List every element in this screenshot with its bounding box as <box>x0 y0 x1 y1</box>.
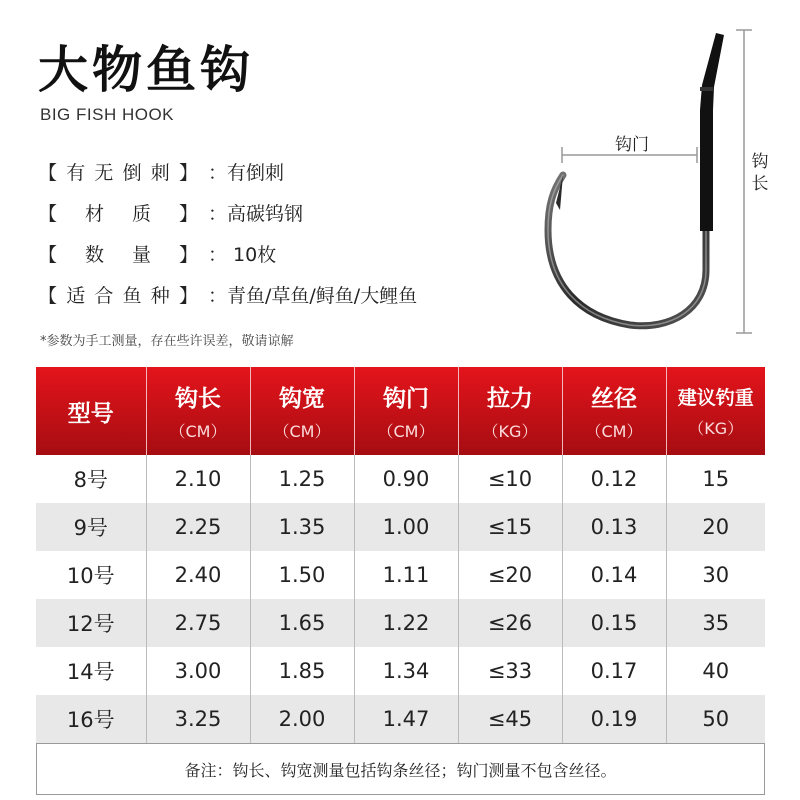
length-label-top: 钩 <box>751 152 769 172</box>
cell-tension: ≤33 <box>458 647 562 695</box>
cell-model: 9号 <box>36 503 146 551</box>
cell-length: 3.25 <box>146 695 250 744</box>
spec-table <box>36 367 765 744</box>
cell-wire-diameter: 0.12 <box>562 455 666 503</box>
hook-bend <box>548 175 706 326</box>
cell-wire-diameter: 0.17 <box>562 647 666 695</box>
spec-label: 【 材 质 】 <box>38 203 198 225</box>
cell-width: 1.85 <box>250 647 354 695</box>
spec-barb <box>38 158 284 185</box>
cell-gap: 1.22 <box>354 599 458 647</box>
cell-model: 12号 <box>36 599 146 647</box>
cell-model: 8号 <box>36 455 146 503</box>
cell-model: 10号 <box>36 551 146 599</box>
table-row <box>36 599 765 647</box>
cell-width: 2.00 <box>250 695 354 744</box>
cell-tension: ≤10 <box>458 455 562 503</box>
cell-gap: 1.00 <box>354 503 458 551</box>
cell-tension: ≤15 <box>458 503 562 551</box>
spec-value: ：青鱼/草鱼/鲟鱼/大鲤鱼 <box>208 285 418 307</box>
cell-length: 2.40 <box>146 551 250 599</box>
cell-model: 16号 <box>36 695 146 744</box>
spec-label: 【 有 无 倒 刺 】 <box>38 162 198 184</box>
cell-suggested-weight: 40 <box>702 659 730 683</box>
cell-length: 3.00 <box>146 647 250 695</box>
col-header-model: 型号 <box>36 367 146 455</box>
cell-suggested-weight: 15 <box>702 467 730 491</box>
table-footnote: 备注：钩长、钩宽测量包括钩条丝径；钩门测量不包含丝径。 <box>36 743 765 795</box>
cell-wire-diameter: 0.14 <box>562 551 666 599</box>
table-row <box>36 551 765 599</box>
table-row <box>36 695 765 744</box>
spec-label: 【 适 合 鱼 种 】 <box>38 285 198 307</box>
table-header-row <box>36 367 765 455</box>
cell-gap: 0.90 <box>354 455 458 503</box>
hook-shank <box>700 33 724 231</box>
cell-gap: 1.47 <box>354 695 458 744</box>
cell-width: 1.35 <box>250 503 354 551</box>
spec-material <box>38 199 303 226</box>
cell-gap: 1.11 <box>354 551 458 599</box>
col-header-width: 钩宽 （CM） <box>250 367 354 455</box>
col-header-length: 钩长 （CM） <box>146 367 250 455</box>
cell-gap: 1.34 <box>354 647 458 695</box>
cell-width: 1.65 <box>250 599 354 647</box>
cell-model: 14号 <box>36 647 146 695</box>
spec-quantity <box>38 240 276 267</box>
cell-suggested-weight: 35 <box>666 599 765 647</box>
cell-wire-diameter: 0.15 <box>562 599 666 647</box>
cell-width: 1.25 <box>250 455 354 503</box>
cell-length: 2.25 <box>146 503 250 551</box>
spec-label: 【 数 量 】 <box>38 244 198 266</box>
cell-wire-diameter: 0.13 <box>562 503 666 551</box>
length-label-bottom: 长 <box>751 174 769 194</box>
page-subtitle: BIG FISH HOOK <box>40 105 175 124</box>
cell-length: 2.75 <box>146 599 250 647</box>
spec-value: ： 10枚 <box>208 244 277 266</box>
measurement-note: *参数为手工测量，存在些许误差，敬请谅解 <box>40 334 294 349</box>
cell-width: 1.50 <box>250 551 354 599</box>
table-row <box>36 455 765 503</box>
col-header-tension: 拉力 （KG） <box>458 367 562 455</box>
cell-length: 2.10 <box>146 455 250 503</box>
table-row <box>36 647 765 695</box>
cell-tension: ≤45 <box>458 695 562 744</box>
fish-hook-diagram <box>520 25 800 355</box>
table-row <box>36 503 765 551</box>
col-header-wire-diameter: 丝径 （CM） <box>562 367 666 455</box>
cell-suggested-weight: 50 <box>666 695 765 744</box>
cell-wire-diameter: 0.19 <box>562 695 666 744</box>
cell-suggested-weight: 30 <box>702 563 730 587</box>
gap-label: 钩门 <box>615 135 649 155</box>
spec-fish-species <box>38 281 417 308</box>
cell-suggested-weight: 20 <box>666 503 765 551</box>
page-title: 大物鱼钩 <box>38 41 254 99</box>
col-header-gap: 钩门 （CM） <box>354 367 458 455</box>
spec-value: ：高碳钨钢 <box>208 203 304 225</box>
cell-tension: ≤26 <box>458 599 562 647</box>
cell-tension: ≤20 <box>458 551 562 599</box>
spec-value: ：有倒刺 <box>208 162 285 184</box>
col-header-suggested-weight: 建议钓重 （KG） <box>666 367 765 455</box>
